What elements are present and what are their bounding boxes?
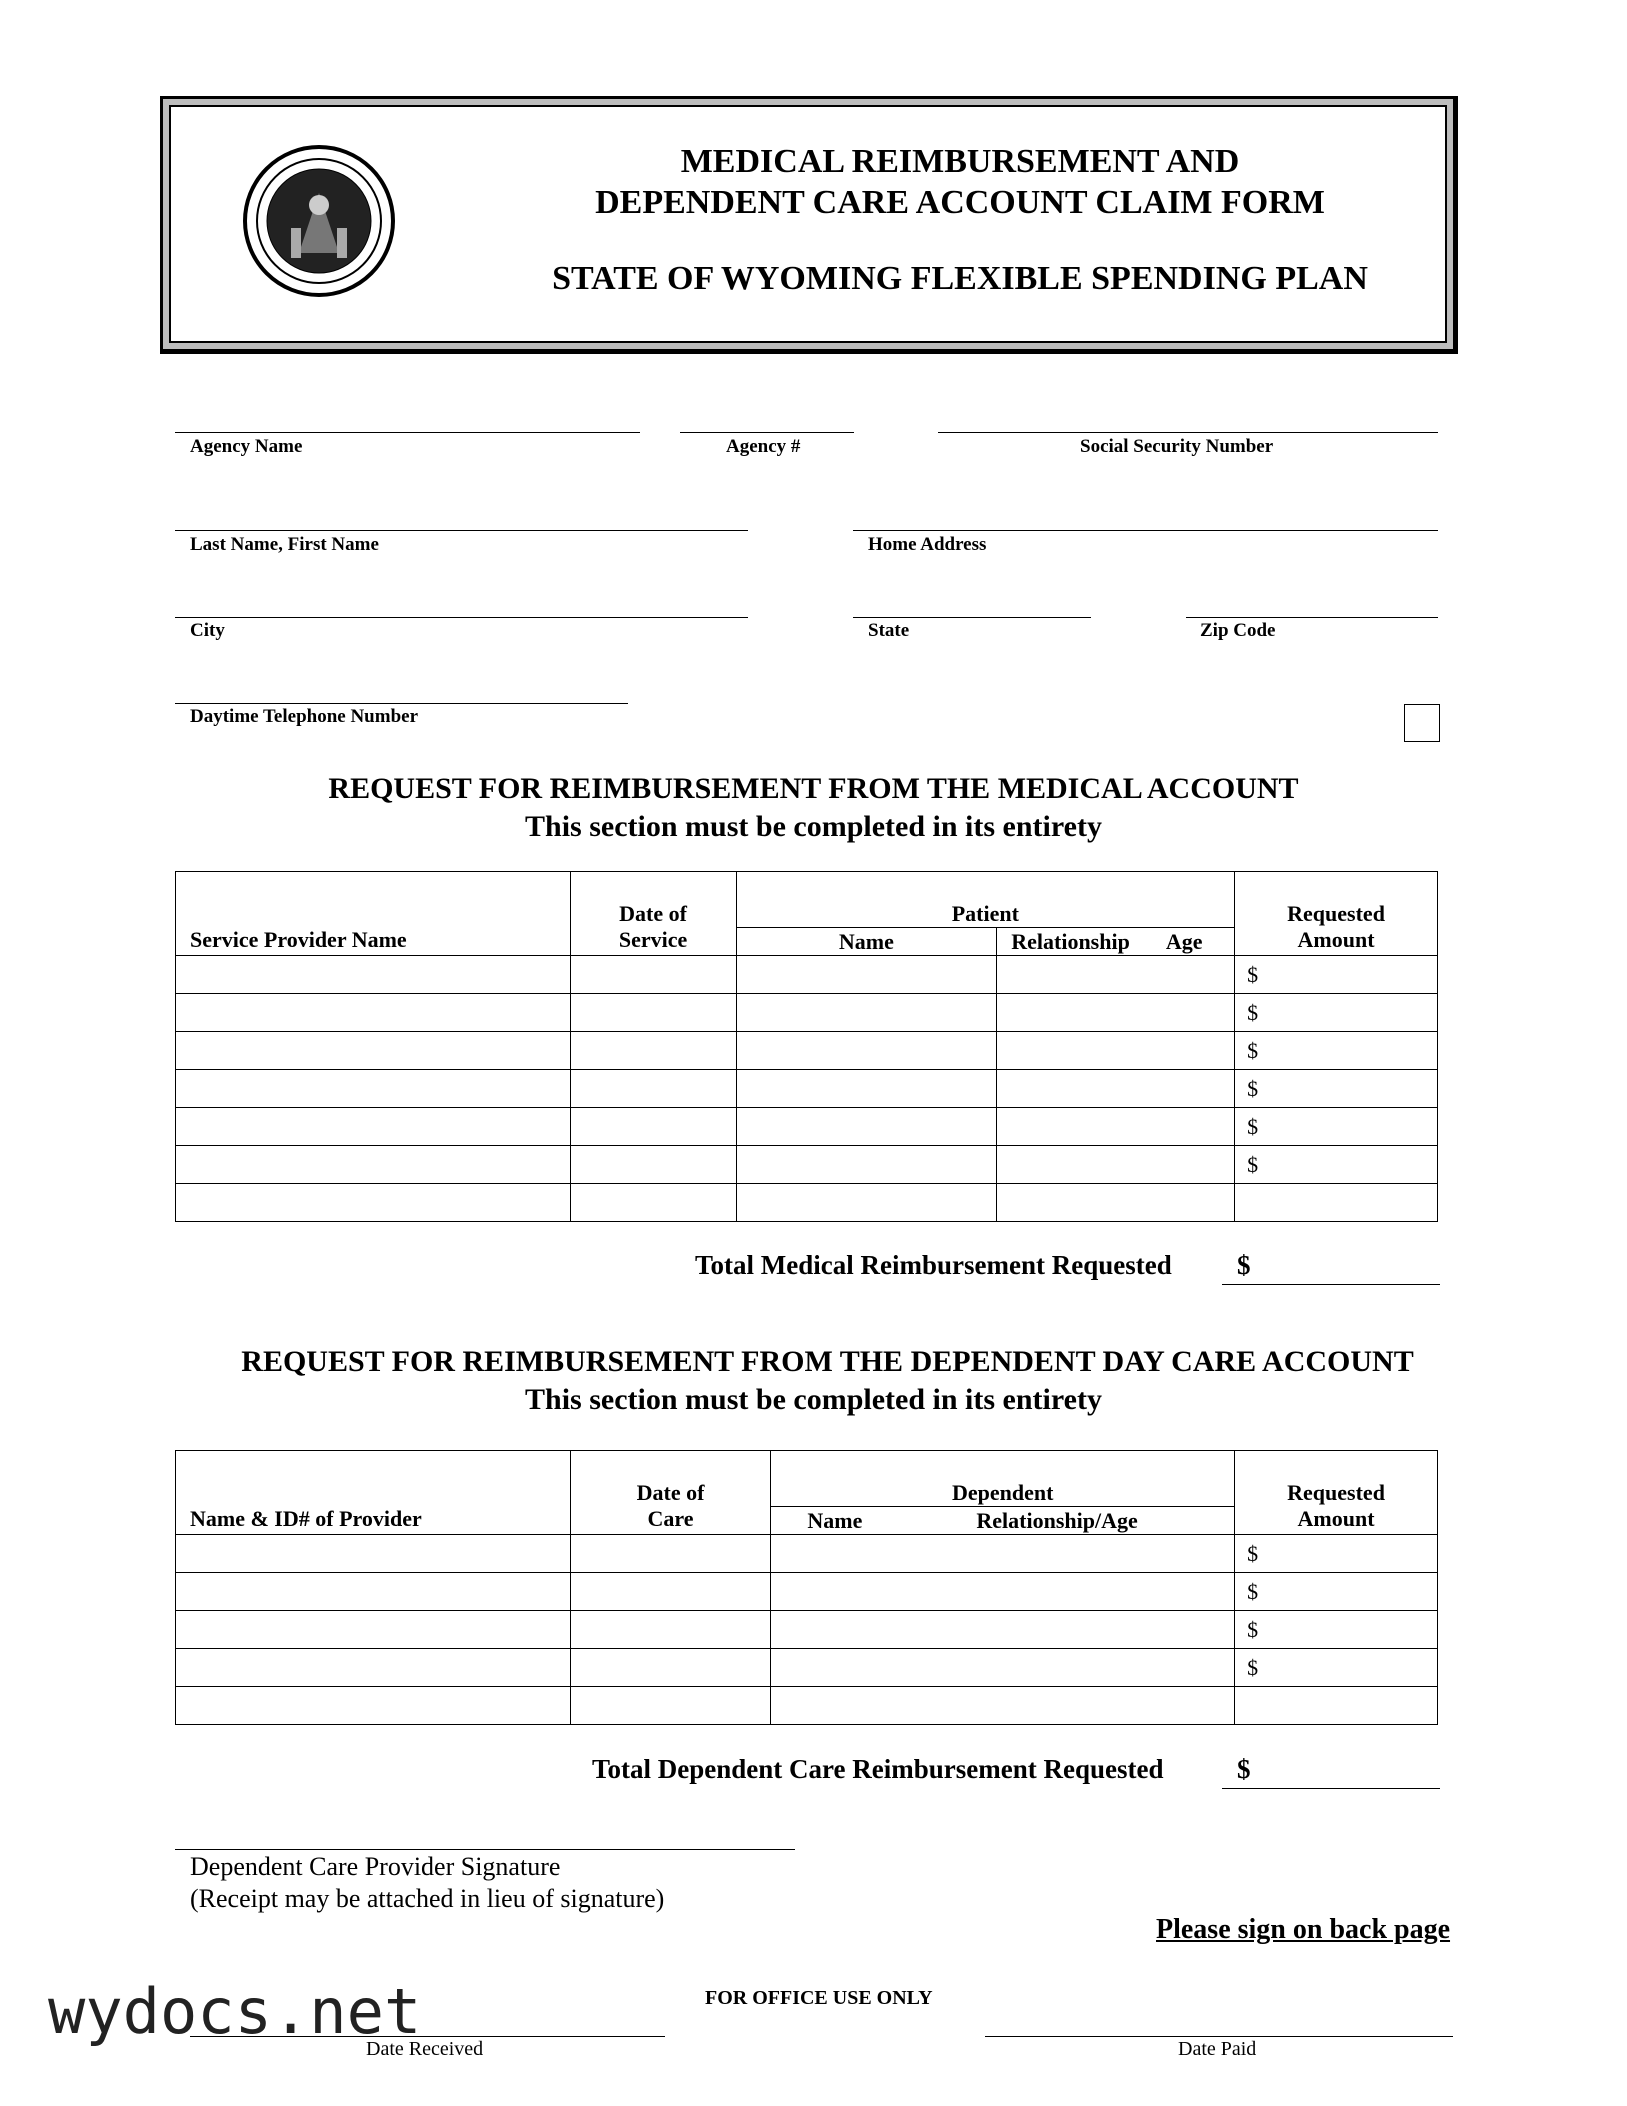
table-row: [176, 1184, 1438, 1222]
dependent-total-dollar: $: [1237, 1754, 1251, 1784]
provider-signature-line[interactable]: [175, 1849, 795, 1850]
home-address-label: Home Address: [868, 534, 987, 555]
col-service-provider: Service Provider Name: [176, 872, 571, 956]
medical-table: [175, 871, 1438, 1222]
table-row: $: [176, 1611, 1438, 1649]
dependent-total-label: Total Dependent Care Reimbursement Requested: [592, 1754, 1164, 1784]
medical-total-dollar: $: [1237, 1250, 1251, 1280]
dependent-total-line[interactable]: [1222, 1788, 1440, 1789]
medical-total-label: Total Medical Reimbursement Requested: [695, 1250, 1172, 1280]
col-requested-amount: Requested Amount: [1235, 872, 1438, 956]
table-row: $: [176, 1649, 1438, 1687]
form-title-line2: DEPENDENT CARE ACCOUNT CLAIM FORM: [595, 184, 1325, 221]
checkbox[interactable]: [1404, 704, 1440, 742]
state-seal-icon: [241, 143, 397, 299]
date-received-label: Date Received: [366, 2038, 484, 2060]
name-line[interactable]: [175, 530, 748, 531]
zip-line[interactable]: [1186, 617, 1438, 618]
office-use-label: FOR OFFICE USE ONLY: [705, 1987, 933, 2009]
table-row: $: [176, 994, 1438, 1032]
agency-number-label: Agency #: [726, 436, 801, 457]
table-row: $: [176, 1535, 1438, 1573]
city-label: City: [190, 620, 225, 641]
name-label: Last Name, First Name: [190, 534, 379, 555]
zip-label: Zip Code: [1200, 620, 1276, 641]
col-patient-name: Name: [736, 928, 997, 956]
medical-section-subtitle: This section must be completed in its entirety: [525, 810, 1102, 843]
date-paid-line[interactable]: [985, 2036, 1453, 2037]
col-dependent-name-relationship: Name Relationship/Age: [771, 1507, 1235, 1535]
col-date-of-care: Date of Care: [570, 1451, 771, 1535]
state-line[interactable]: [853, 617, 1091, 618]
table-row: $: [176, 956, 1438, 994]
ssn-label: Social Security Number: [1080, 436, 1274, 457]
table-row: $: [176, 1070, 1438, 1108]
agency-name-label: Agency Name: [190, 436, 303, 457]
provider-signature-note: (Receipt may be attached in lieu of signature): [190, 1884, 665, 1913]
dependent-section-subtitle: This section must be completed in its entirety: [525, 1383, 1102, 1416]
sign-back-page-note: Please sign on back page: [1156, 1914, 1451, 1945]
agency-number-line[interactable]: [680, 432, 854, 433]
col-patient-relationship-age: Relationship Age: [997, 928, 1235, 956]
provider-signature-label: Dependent Care Provider Signature: [190, 1852, 561, 1881]
city-line[interactable]: [175, 617, 748, 618]
phone-line[interactable]: [175, 703, 628, 704]
dependent-table: [175, 1450, 1438, 1725]
col-patient: Patient: [736, 872, 1235, 928]
state-label: State: [868, 620, 910, 641]
col-date-of-service: Date of Service: [570, 872, 736, 956]
home-address-line[interactable]: [853, 530, 1438, 531]
col-provider-name-id: Name & ID# of Provider: [176, 1451, 571, 1535]
col-dependent: Dependent: [771, 1451, 1235, 1507]
date-paid-label: Date Paid: [1178, 2038, 1257, 2060]
ssn-line[interactable]: [938, 432, 1438, 433]
table-row: $: [176, 1146, 1438, 1184]
col-dependent-requested-amount: Requested Amount: [1235, 1451, 1438, 1535]
table-row: [176, 1687, 1438, 1725]
form-title-line1: MEDICAL REIMBURSEMENT AND: [680, 143, 1240, 180]
dependent-section-title: REQUEST FOR REIMBURSEMENT FROM THE DEPENDENT DAY CARE ACCOUNT: [241, 1345, 1414, 1378]
agency-name-line[interactable]: [175, 432, 640, 433]
watermark-text: wydocs.net: [48, 1975, 422, 2048]
form-subtitle: STATE OF WYOMING FLEXIBLE SPENDING PLAN: [552, 260, 1368, 297]
medical-total-line[interactable]: [1222, 1284, 1440, 1285]
table-row: $: [176, 1032, 1438, 1070]
table-row: $: [176, 1573, 1438, 1611]
table-row: $: [176, 1108, 1438, 1146]
medical-section-title: REQUEST FOR REIMBURSEMENT FROM THE MEDICAL ACCOUNT: [328, 772, 1299, 805]
phone-label: Daytime Telephone Number: [190, 706, 418, 727]
